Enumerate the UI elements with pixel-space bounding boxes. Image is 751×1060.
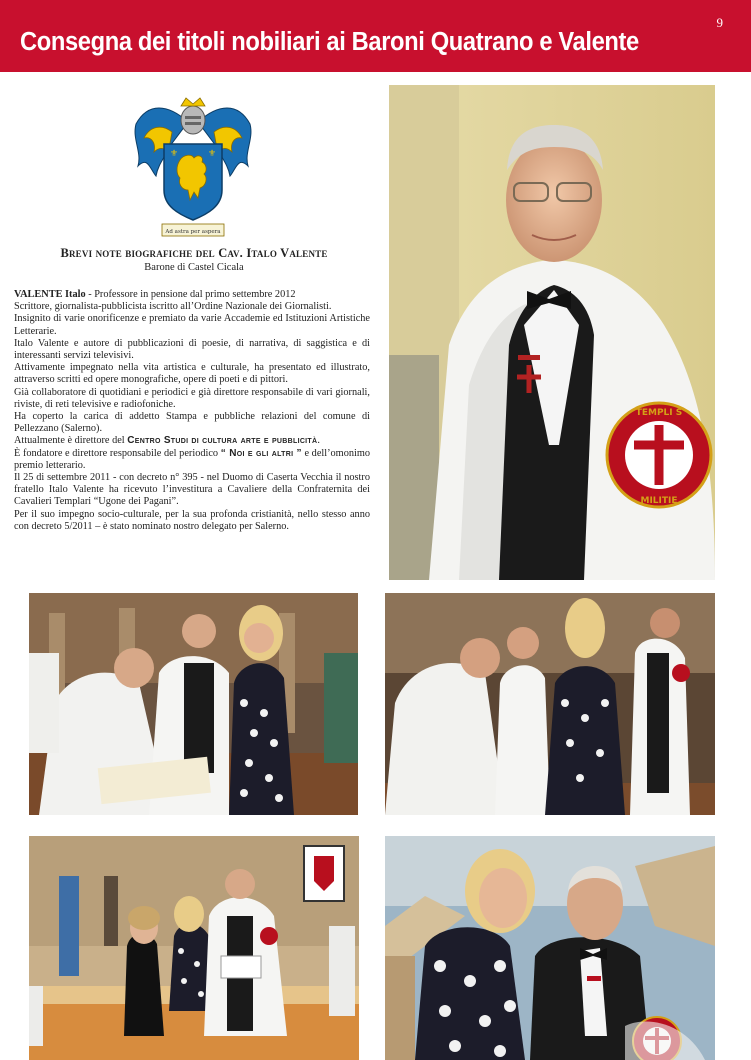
svg-text:⚜: ⚜ (208, 149, 217, 159)
ceremony-signing-photo (29, 593, 358, 815)
bio-subtitle: Barone di Castel Cicala (144, 262, 244, 273)
svg-text:Ad astra per aspera: Ad astra per aspera (165, 229, 221, 235)
bio-line: e dell’omonimo premio letterario. (14, 447, 371, 471)
bio-paragraph: Italo Valente e autore di pubblicazioni di poesie, di narrativa, di saggistica e di interessanti servizi televisivi. (14, 337, 370, 362)
bio-paragraph: Scrittore, giornalista-pubblicista iscritto all’Ordine Nazionale dei Giornalisti. (14, 301, 332, 313)
bio-paragraph: Insignito di varie onorificenze e premiato da varie Accademie ed Istituzioni Artistiche Letterarie. (14, 313, 370, 337)
group-photo (29, 836, 359, 1060)
bio-paragraph: Ha coperto la carica di addetto Stampa e pubbliche relazioni del comune di Pellezzano (Salerno). (14, 411, 370, 435)
bio-paragraph (14, 289, 370, 301)
bio-text (14, 289, 370, 533)
bio-paragraph: Già collaboratore di quotidiani e periodici e già direttore responsabile di vari giornali, riviste, di reti televisive e radiofoniche. (14, 386, 370, 410)
bio-heading: Brevi note biografiche del Cav. Italo Valente (60, 246, 328, 260)
couple-photo (385, 836, 715, 1060)
page-number: 9 (716, 15, 723, 30)
bio-line: - Professore in pensione dal primo settembre 2012 (85, 289, 296, 300)
svg-text:⚜: ⚜ (170, 149, 179, 159)
svg-text:MILITIE: MILITIE (640, 496, 678, 506)
bio-line: È fondatore e direttore responsabile del periodico (14, 447, 221, 459)
bio-paragraph: Attivamente impegnato nella vita artistica e culturale, ha presentato ed illustrato, attraverso scritti ed opere monografiche, opere di poeti e di pittori. (14, 362, 370, 386)
bio-paragraph (14, 448, 370, 472)
coat-of-arms-icon (128, 94, 258, 240)
bio-paragraph (14, 435, 370, 447)
bio-paragraph: Il 25 di settembre 2011 - con decreto n° 395 - nel Duomo di Caserta Vecchia il nostro fratello Italo Valente ha ricevuto l’investitura a Cavaliere della Confraternita dei Cavalieri Templari “Ugone dei Pagani”. (14, 472, 370, 508)
bio-bold-text: “ Noi e gli altri ” (220, 447, 302, 459)
bio-paragraph: Per il suo impegno socio-culturale, per la sua profonda cristianità, nello stesso anno con decreto 5/2011 – è stato nominato nostro delegato per Salerno. (14, 508, 370, 532)
bio-line: Attualmente è direttore del (14, 435, 128, 447)
bio-name: VALENTE Italo (14, 289, 86, 300)
page-header (0, 0, 751, 72)
page-title: Consegna dei titoli nobiliari ai Baroni Quatrano e Valente (20, 28, 639, 56)
svg-text:TEMPLI S: TEMPLI S (635, 408, 683, 418)
bio-line: . (317, 435, 320, 447)
ceremony-investiture-photo (385, 593, 715, 815)
portrait-photo (389, 85, 715, 580)
bio-bold-text: Centro Studi di cultura arte e pubblicità (127, 435, 318, 447)
